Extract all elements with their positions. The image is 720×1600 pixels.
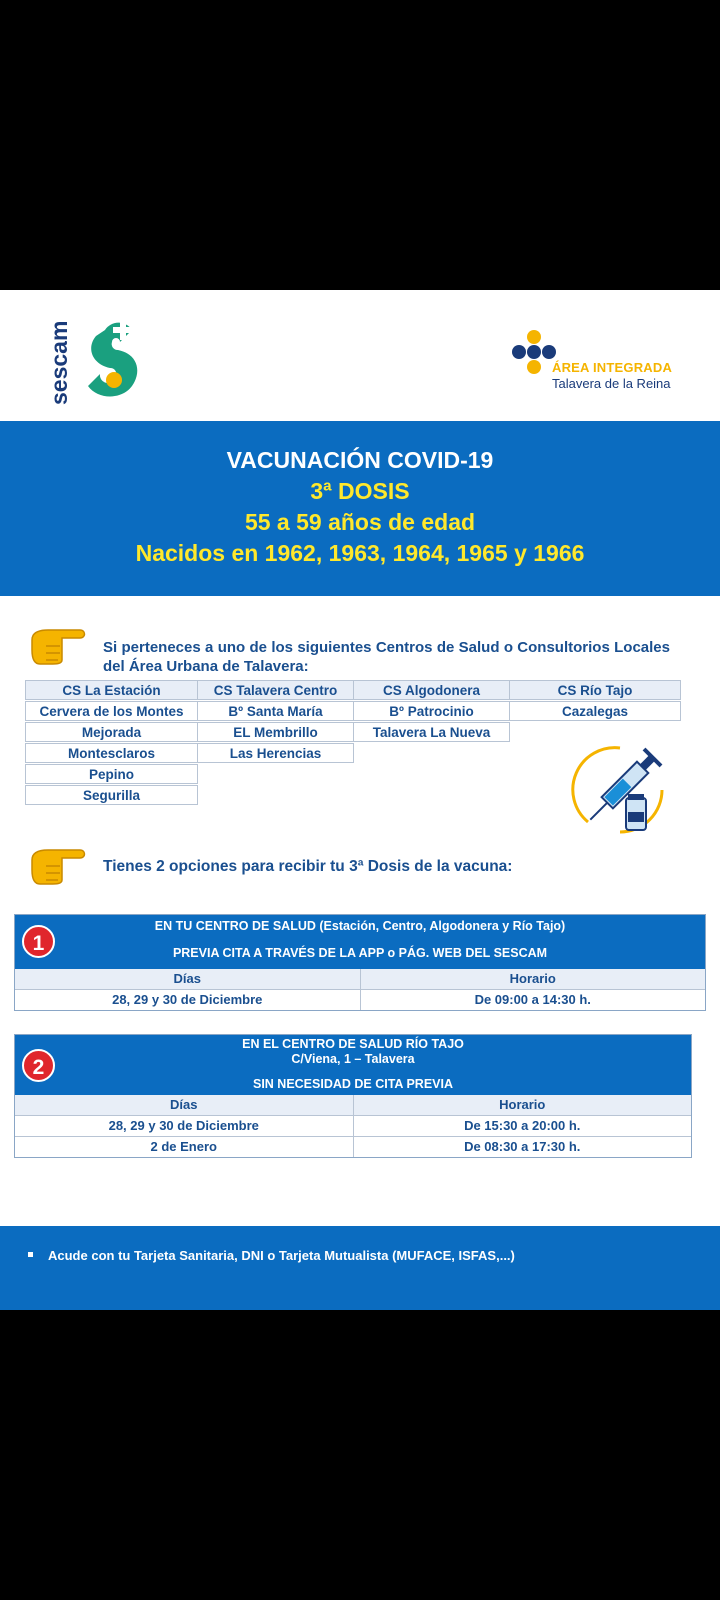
option-2-line1: EN EL CENTRO DE SALUD RÍO TAJO: [242, 1037, 464, 1051]
option-2-days-header: Días: [15, 1095, 353, 1115]
banner-born: Nacidos en 1962, 1963, 1964, 1965 y 1966: [135, 540, 585, 566]
option-2-table: [14, 1034, 692, 1158]
center-cell: CS Talavera Centro: [197, 680, 354, 700]
option-2-header: [15, 1035, 691, 1095]
center-cell: CS Río Tajo: [509, 680, 681, 700]
center-cell: Pepino: [25, 764, 198, 784]
center-cell: Mejorada: [25, 722, 198, 742]
option-1-days: 28, 29 y 30 de Diciembre: [112, 992, 263, 1007]
option-1-hours-header: Horario: [360, 969, 706, 989]
option-2-days: 2 de Enero: [150, 1139, 217, 1154]
banner-age: 55 a 59 años de edad: [244, 509, 476, 535]
option-2-hours: De 15:30 a 20:00 h.: [353, 1116, 692, 1136]
option-1-hours: De 09:00 a 14:30 h.: [360, 990, 706, 1010]
banner-dose: 3ª DOSIS: [310, 478, 410, 504]
vaccination-poster: [0, 290, 720, 1310]
option-2-column-headers: [15, 1095, 691, 1115]
center-cell: Bº Patrocinio: [353, 701, 510, 721]
sescam-logo: [46, 310, 150, 410]
pointing-hand-icon: [28, 620, 86, 666]
option-2-days: 28, 29 y 30 de Diciembre: [108, 1118, 259, 1133]
option-2-hours-header: Horario: [353, 1095, 692, 1115]
option-2-line2: C/Viena, 1 – Talavera: [291, 1052, 415, 1066]
center-cell: CS Algodonera: [353, 680, 510, 700]
center-cell: EL Membrillo: [197, 722, 354, 742]
sescam-logo-text: sescam: [46, 320, 72, 405]
center-cell: Cazalegas: [509, 701, 681, 721]
center-cell: CS La Estación: [25, 680, 198, 700]
banner-title: VACUNACIÓN COVID-19: [226, 447, 494, 473]
option-1-column-headers: [15, 969, 705, 989]
vaccine-syringe-icon: [570, 740, 670, 840]
option-1-badge: 1: [22, 925, 55, 958]
center-cell: Cervera de los Montes: [25, 701, 198, 721]
table-row: [15, 1115, 691, 1136]
intro-text: Si perteneces a uno de los siguientes Centros de Salud o Consultorios Locales del Área Urbana de Talavera:: [103, 639, 670, 675]
option-1-table: [14, 914, 706, 1011]
option-2-hours: De 08:30 a 17:30 h.: [353, 1137, 692, 1157]
center-cell: Las Herencias: [197, 743, 354, 763]
option-1-line2: PREVIA CITA A TRAVÉS DE LA APP o PÁG. WEB DEL SESCAM: [172, 946, 548, 960]
bullet-icon: [28, 1252, 33, 1257]
center-cell: Segurilla: [25, 785, 198, 805]
center-cell: Talavera La Nueva: [353, 722, 510, 742]
center-cell: Bº Santa María: [197, 701, 354, 721]
center-cell: Montesclaros: [25, 743, 198, 763]
area-integrada-logo: [510, 330, 710, 400]
footer-text: Acude con tu Tarjeta Sanitaria, DNI o Tarjeta Mutualista (MUFACE, ISFAS,...): [48, 1248, 515, 1263]
pointing-hand-icon: [28, 840, 86, 886]
option-1-days-header: Días: [15, 969, 360, 989]
option-2-badge: 2: [22, 1049, 55, 1082]
area-logo-line2: Talavera de la Reina: [552, 376, 671, 391]
title-banner: [0, 421, 720, 596]
option-2-line3: SIN NECESIDAD DE CITA PREVIA: [252, 1077, 454, 1091]
area-logo-line1: ÁREA INTEGRADA: [552, 360, 673, 375]
table-row: [15, 1136, 691, 1157]
table-row: [15, 989, 705, 1010]
options-text: Tienes 2 opciones para recibir tu 3ª Dosis de la vacuna:: [103, 858, 513, 875]
footer-banner: [0, 1226, 720, 1310]
option-1-line1: EN TU CENTRO DE SALUD (Estación, Centro, Algodonera y Río Tajo): [154, 919, 566, 933]
option-1-header: [15, 915, 705, 969]
